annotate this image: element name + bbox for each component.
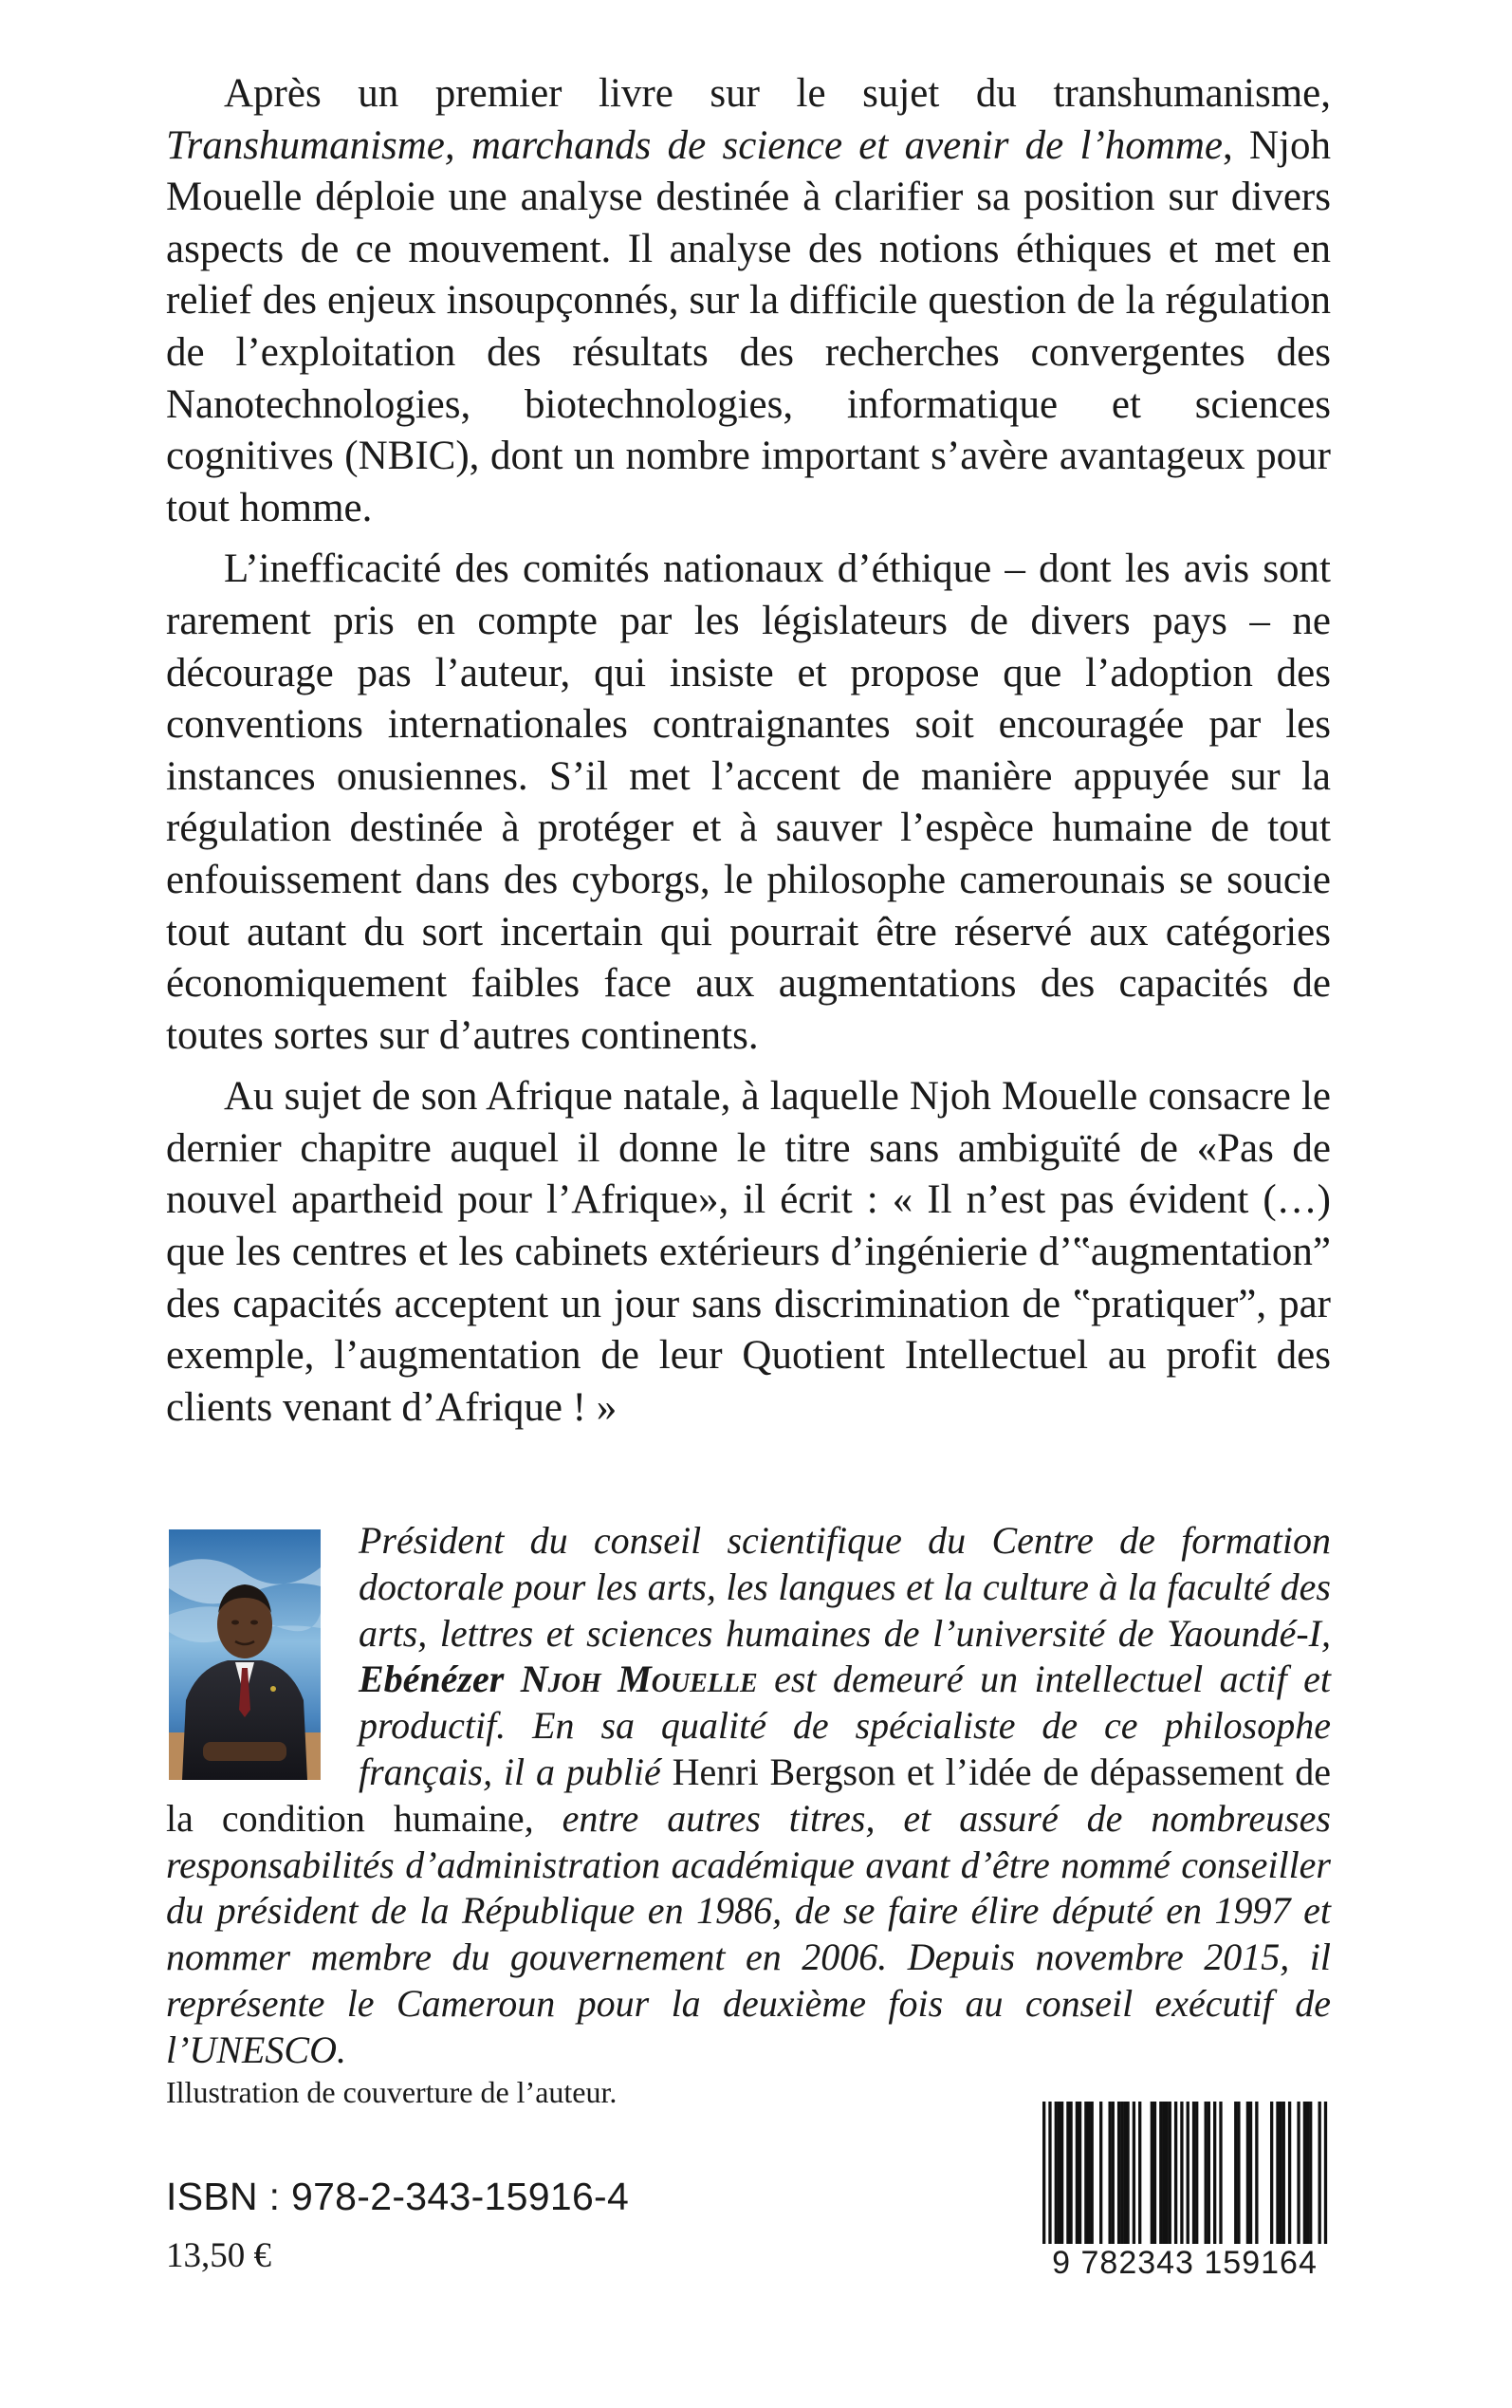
back-cover-blurb [166,68,1331,1434]
author-name [359,1658,758,1700]
blurb-paragraph-3: Au sujet de son Afrique natale, à laquelle Njoh Mouelle consacre le dernier chapitre auquel il donne le titre sans ambiguïté de «Pas de nouvel apartheid pour l’Afrique», il écrit : « Il n’est pas évident (…) que les centres et les cabinets extérieurs d’ingénierie d’‟augmentation” des capacités acceptent un jour sans discrimination de ‟pratiquer”, par exemple, l’augmentation de leur Quotient Intellectuel au profit des clients venant d’Afrique ! » [166,1074,1331,1430]
author-bio [166,1518,1331,2074]
bergson-book-title: Henri Bergson et l’idée de dépassement de la condition humaine [166,1750,1331,1840]
isbn-number: ISBN : 978-2-343-15916-4 [166,2175,630,2218]
bio-end-text: , entre autres titres, et assuré de nombreuses responsabilités d’administration académique avant d’être nommé conseiller du président de la République en 1986, de se faire élire député en 1997 et nommer membre du gouvernement en 2006. Depuis novembre 2015, il représente le Cameroun pour la deuxième fois au conseil exécutif de l’UNESCO. [166,1796,1331,2071]
cover-illustration-credit: Illustration de couverture de l’auteur. [166,2075,618,2109]
barcode-digits: 9 782343 159164 [1040,2244,1330,2282]
bio-middle-text: est demeuré un intellectuel actif et productif. En sa qualité de spécialiste de ce philosophe français, il a publié [359,1658,1332,1793]
author-portrait-image [169,1529,321,1780]
author-first-name: Ebénézer [359,1658,505,1701]
author-last-name: Njoh Mouelle [520,1658,758,1701]
author-portrait-photo [169,1529,321,1780]
blurb-paragraph-2: L’inefficacité des comités nationaux d’éthique – dont les avis sont rarement pris en compte par les législateurs de divers pays – ne décourage pas l’auteur, qui insiste et propose que l’adoption des conventions internationales contraignantes soit encouragée par les instances onusiennes. S’il met l’accent de manière appuyée sur la régulation destinée à protéger et à sauver l’espèce humaine de tout enfouissement dans des cyborgs, le philosophe camerounais se soucie tout autant du sort incertain qui pourrait être réservé aux catégories économiquement faibles face aux augmentations des capacités de toutes sortes sur d’autres continents. [166,546,1331,1058]
isbn-barcode [1040,2102,1330,2291]
blurb-paragraph-1 [166,68,1331,534]
first-book-title: Transhumanisme, marchands de science et avenir de l’homme [166,122,1223,168]
bio-intro-text: Président du conseil scientifique du Centre de formation doctorale pour les arts, les langues et la culture à la faculté des arts, lettres et sciences humaines de l’université de Yaoundé-I, [359,1519,1331,1655]
blurb-p1-intro: Après un premier livre sur le sujet du transhumanisme, [224,71,1331,116]
blurb-p1-body: , Njoh Mouelle déploie une analyse destinée à clarifier sa position sur divers aspects de ce mouvement. Il analyse des notions éthiques et met en relief des enjeux insoupçonnés, sur la difficile question de la régulation de l’exploitation des résultats des recherches convergentes des Nanotechnologies, biotechnologies, informatique et sciences cognitives (NBIC), dont un nombre important s’avère avantageux pour tout homme. [166,122,1331,530]
book-price: 13,50 € [166,2236,271,2275]
